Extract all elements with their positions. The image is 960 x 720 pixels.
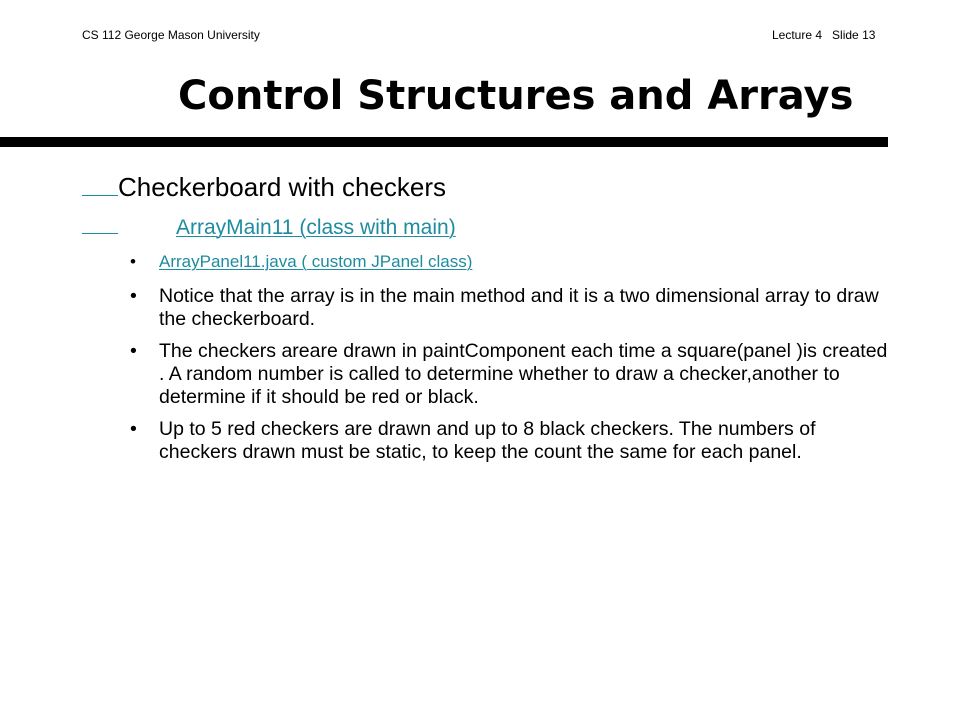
list-item-text: The checkers areare drawn in paintComponent each time a square(panel )is created . A random number is called to determine whether to draw a checker,another to determine if it should be red or black. [159, 340, 888, 408]
list-item-text: Up to 5 red checkers are drawn and up to 8 black checkers. The numbers of checkers drawn must be static, to keep the count the same for each panel. [159, 418, 816, 463]
link-underline-pad[interactable] [82, 171, 118, 196]
bullet-dot: • [130, 285, 137, 307]
link-underline-pad[interactable] [82, 213, 118, 234]
course-header: CS 112 George Mason University [82, 28, 260, 42]
arraymain11-link[interactable]: ArrayMain11 (class with main) [176, 216, 456, 239]
list-item-text: Notice that the array is in the main method and it is a two dimensional array to draw the checkerboard. [159, 285, 879, 330]
arraypanel11-link[interactable]: ArrayPanel11.java ( custom JPanel class) [159, 252, 473, 271]
slide-number: Slide 13 [832, 28, 876, 42]
list-item [130, 340, 890, 409]
bullet-dot: • [130, 252, 136, 271]
slide-info [772, 28, 875, 42]
list-item [130, 418, 890, 464]
level1-item-checkerboard [82, 170, 446, 204]
lecture-label: Lecture 4 [772, 28, 823, 42]
bullet-dot: • [130, 418, 137, 440]
list-item [130, 285, 890, 331]
level1-item-checkerboard-label: Checkerboard with checkers [118, 172, 447, 202]
bullet-dot: • [130, 340, 137, 362]
bullet-list [130, 250, 890, 473]
level1-item-arraymain [82, 213, 456, 242]
title-divider [0, 137, 888, 147]
slide-title: Control Structures and Arrays [178, 73, 854, 119]
list-item [130, 250, 890, 273]
